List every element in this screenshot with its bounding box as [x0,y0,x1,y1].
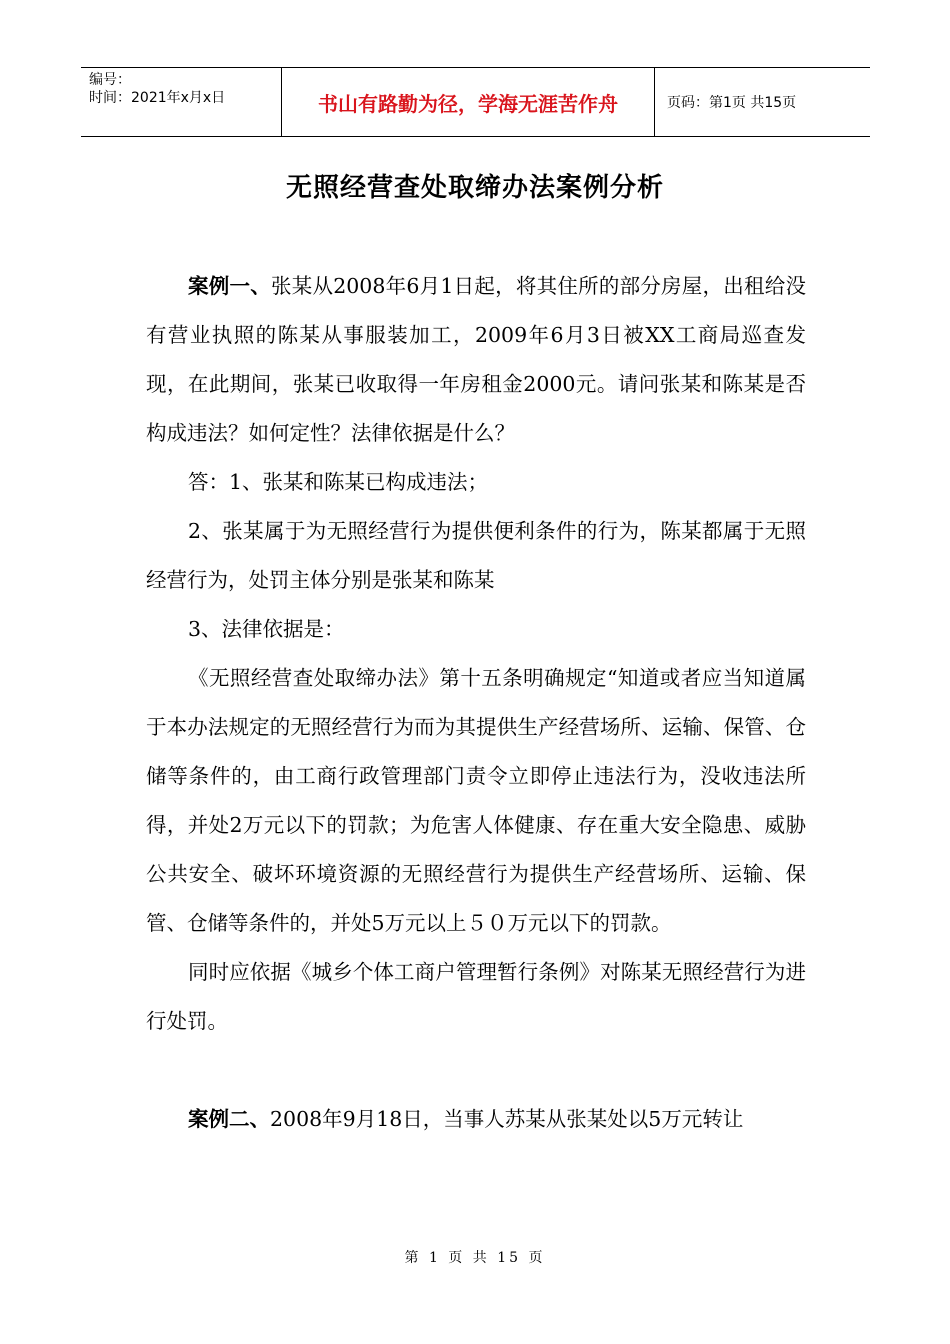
answer-1: 答：1、张某和陈某已构成违法； [188,470,489,494]
document-title: 无照经营查处取缔办法案例分析 [285,173,664,203]
page-footer: 第 1 页 共 15 页 [404,1250,546,1266]
page-info: 页码：第1页 共15页 [667,95,797,111]
number-label: 编号： [89,72,131,88]
answer-3: 3、法律依据是： [188,617,345,641]
case1-text: 张某从2008年6月1日起，将其住所的部分房屋，出租给没有营业执照的陈某从事服装加工，2009年6月3日被XX工商局巡查发现，在此期间，张某已收取得一年房租金2000元。请问张某和陈某是否构成违法？如何定性？法律依据是什么？ [146,274,806,445]
date-label: 时间：2021年x月x日 [89,90,226,106]
case1-label: 案例一、 [188,274,271,298]
document-body [146,262,806,1144]
also-text: 同时应依据《城乡个体工商户管理暂行条例》对陈某无照经营行为进行处罚。 [146,960,806,1033]
answer-2: 2、张某属于为无照经营行为提供便利条件的行为，陈某都属于无照经营行为，处罚主体分别是张某和陈某 [146,519,806,592]
motto: 书山有路勤为径，学海无涯苦作舟 [281,68,655,136]
case1-paragraph [146,262,806,458]
case2-paragraph [146,1095,806,1144]
case2-text: 2008年9月18日，当事人苏某从张某处以5万元转让 [270,1107,744,1131]
header-left-cell [81,68,281,136]
paragraph-gap [146,1046,806,1095]
header-table [81,67,870,137]
case2-label: 案例二、 [188,1107,270,1131]
law-text: 《无照经营查处取缔办法》第十五条明确规定“知道或者应当知道属于本办法规定的无照经营行为而为其提供生产经营场所、运输、保管、仓储等条件的，由工商行政管理部门责令立即停止违法行为，没收违法所得，并处2万元以下的罚款；为危害人体健康、存在重大安全隐患、威胁公共安全、破坏环境资源的无照经营行为提供生产经营场所、运输、保管、仓储等条件的，并处5万元以上５０万元以下的罚款。 [146,666,806,935]
